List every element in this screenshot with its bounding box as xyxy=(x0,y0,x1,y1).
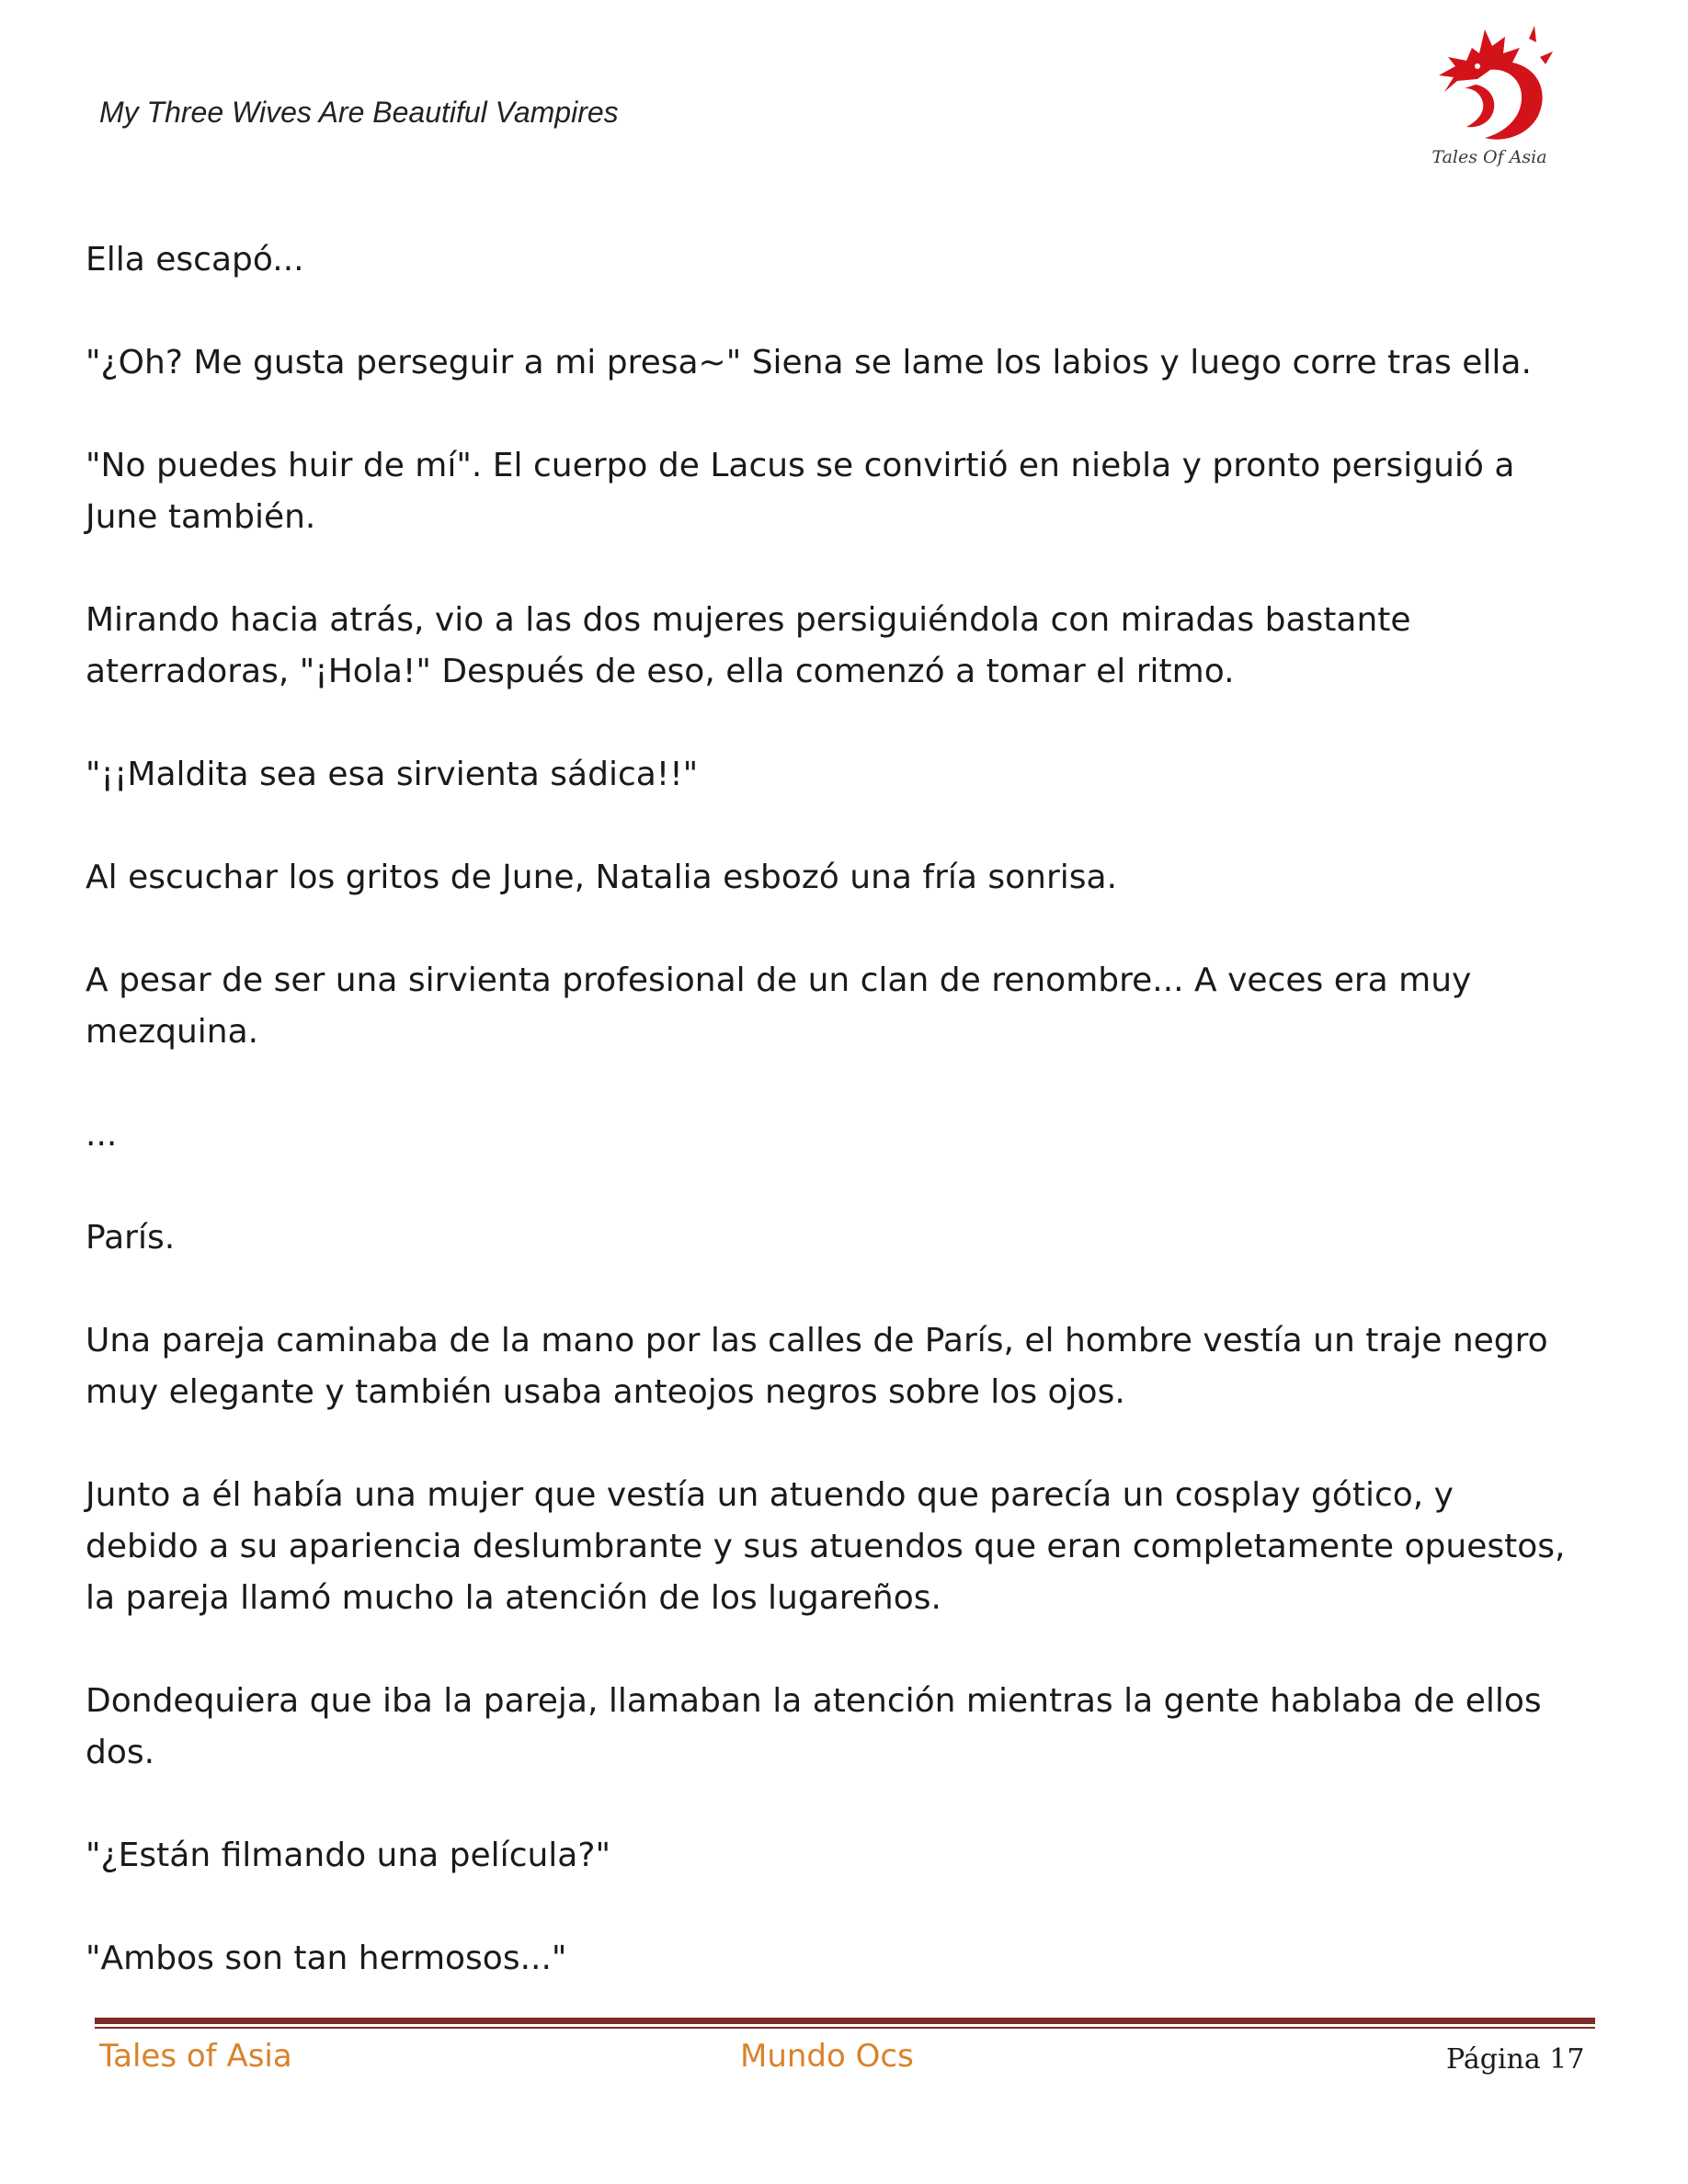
paragraph: "No puedes huir de mí". El cuerpo de Lacus se convirtió en niebla y pronto persiguió a June también. xyxy=(86,447,1515,536)
footer-section: Mundo Ocs xyxy=(740,2038,914,2075)
paragraph: Junto a él había una mujer que vestía un atuendo que parecía un cosplay gótico, y debido a su apariencia deslumbrante y sus atuendos que eran completamente opuestos, la pareja llamó mucho la atención de los lugareños. xyxy=(86,1476,1566,1617)
chapter-body xyxy=(86,234,1612,2036)
paragraph: "¿Están filmando una película?" xyxy=(86,1837,611,1874)
footer-divider-thin xyxy=(95,2027,1595,2029)
paragraph: A pesar de ser una sirvienta profesional de un clan de renombre... A veces era muy mezquina. xyxy=(86,961,1472,1051)
paragraph: ... xyxy=(86,1116,118,1154)
footer-publisher: Tales of Asia xyxy=(99,2038,292,2075)
red-dragon-icon xyxy=(1420,20,1558,149)
paragraph: Ella escapó... xyxy=(86,241,304,279)
footer-divider xyxy=(95,2018,1595,2024)
paragraph: París. xyxy=(86,1219,176,1257)
paragraph: "Ambos son tan hermosos..." xyxy=(86,1939,567,1977)
paragraph: Al escuchar los gritos de June, Natalia esbozó una fría sonrisa. xyxy=(86,859,1118,896)
publisher-logo xyxy=(1420,20,1558,181)
paragraph: Una pareja caminaba de la mano por las calles de París, el hombre vestía un traje negro muy elegante y también usaba anteojos negros sobre los ojos. xyxy=(86,1322,1548,1411)
document-title: My Three Wives Are Beautiful Vampires xyxy=(99,96,619,129)
paragraph: Dondequiera que iba la pareja, llamaban la atención mientras la gente hablaba de ellos dos. xyxy=(86,1682,1542,1771)
paragraph: "¡¡Maldita sea esa sirvienta sádica!!" xyxy=(86,756,699,793)
paragraph: Mirando hacia atrás, vio a las dos mujeres persiguiéndola con miradas bastante aterradoras, "¡Hola!" Después de eso, ella comenzó a tomar el ritmo. xyxy=(86,601,1411,690)
page-number: Página 17 xyxy=(1446,2043,1585,2076)
paragraph: "¿Oh? Me gusta perseguir a mi presa~" Siena se lame los labios y luego corre tras ella. xyxy=(86,344,1532,381)
logo-wordmark: Tales Of Asia xyxy=(1431,147,1547,167)
